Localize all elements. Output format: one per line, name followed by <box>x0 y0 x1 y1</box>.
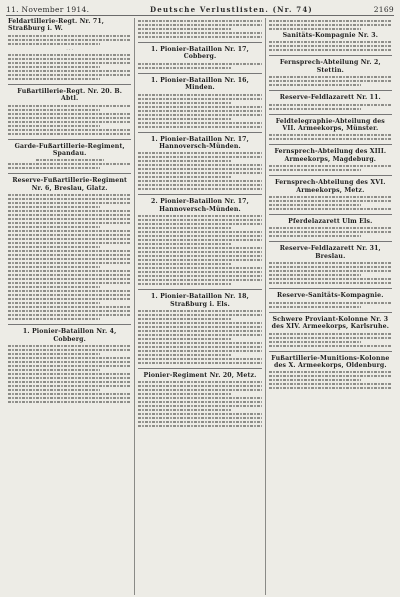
list-section <box>269 316 392 352</box>
list-section: Feldartillerie-Regt. Nr. 71, Straßburg i. W. · · · <box>8 18 131 85</box>
list-section <box>269 20 392 56</box>
list-section <box>269 179 392 215</box>
list-section <box>8 88 131 140</box>
header-date: 11. November 1914. <box>6 4 90 14</box>
list-section <box>138 77 261 133</box>
section-heading: Fernsprech-Abteilung des XVI. Armeekorps, Metz. <box>275 179 386 194</box>
column-1 <box>5 18 134 595</box>
list-section <box>138 136 261 196</box>
section-heading: 2. Pionier-Bataillon Nr. 17, Hannoversch-Münden. <box>151 198 249 213</box>
list-section <box>138 46 261 74</box>
section-heading: Reserve-Fußartillerie-Regiment Nr. 6, Breslau, Glatz. <box>12 177 127 192</box>
header-title: Deutsche Verlustlisten. (Nr. 74) <box>150 4 313 14</box>
list-section <box>269 355 392 390</box>
section-heading: Pferdelazarett Ulm Els. <box>288 218 373 226</box>
list-section <box>138 293 261 369</box>
column-3 <box>265 18 395 595</box>
column-2 <box>134 18 264 595</box>
list-section <box>8 177 131 325</box>
list-section <box>138 198 261 290</box>
list-section <box>269 218 392 242</box>
list-section <box>269 292 392 312</box>
section-heading: 1. Pionier-Bataillon Nr. 4, Cobberg. <box>22 328 117 343</box>
section-heading: Feldartillerie-Regt. Nr. 71, Straßburg i. W. <box>8 18 105 33</box>
list-section <box>8 328 131 403</box>
list-section <box>138 372 261 427</box>
list-section <box>269 59 392 91</box>
section-heading: 1. Pionier-Bataillon Nr. 16, Minden. <box>151 76 249 92</box>
section-heading: Sanitäts-Kompagnie Nr. 3. <box>282 32 379 39</box>
header-page-number: 2169 <box>373 4 394 14</box>
section-heading: Garde-Fußartillerie-Regiment, Spandau. <box>14 142 125 158</box>
section-heading: Fernsprech-Abteilung des XIII. Armeekorps, Magdeburg. <box>274 148 387 163</box>
list-section <box>138 20 261 43</box>
section-heading: Fußartillerie-Munitions-Kolonne des X. Armeekorps, Oldenburg. <box>271 354 390 369</box>
section-heading: 1. Pionier-Bataillon Nr. 17, Hannoversch-Münden. <box>151 135 249 151</box>
section-heading: Feldtelegraphie-Abteilung des VII. Armeekorps, Münster. <box>275 117 385 133</box>
section-heading: Reserve-Sanitäts-Kompagnie. <box>277 292 384 300</box>
list-section <box>8 143 131 175</box>
section-heading: Fußartillerie-Regt. Nr. 20. B. Abtl. <box>17 87 123 103</box>
section-heading: 1. Pionier-Bataillon Nr. 17, Cobberg. <box>151 46 249 61</box>
section-heading: 1. Pionier-Bataillon Nr. 18, Straßburg i. Els. <box>151 293 249 308</box>
columns <box>5 18 395 595</box>
list-section <box>269 118 392 146</box>
section-heading: Schwere Proviant-Kolonne Nr. 3 des XIV. Armeekorps, Karlsruhe. <box>271 315 389 331</box>
list-section <box>269 94 392 114</box>
page-header <box>6 3 394 16</box>
section-heading: Pionier-Regiment Nr. 20, Metz. <box>143 372 257 380</box>
section-heading: Reserve-Feldlazarett Nr. 11. <box>279 94 381 102</box>
list-section <box>269 148 392 176</box>
section-heading: Fernsprech-Abteilung Nr. 2, Stettin. <box>279 59 381 74</box>
list-section <box>269 245 392 289</box>
section-heading: Reserve-Feldlazarett Nr. 31, Breslau. <box>279 245 381 260</box>
